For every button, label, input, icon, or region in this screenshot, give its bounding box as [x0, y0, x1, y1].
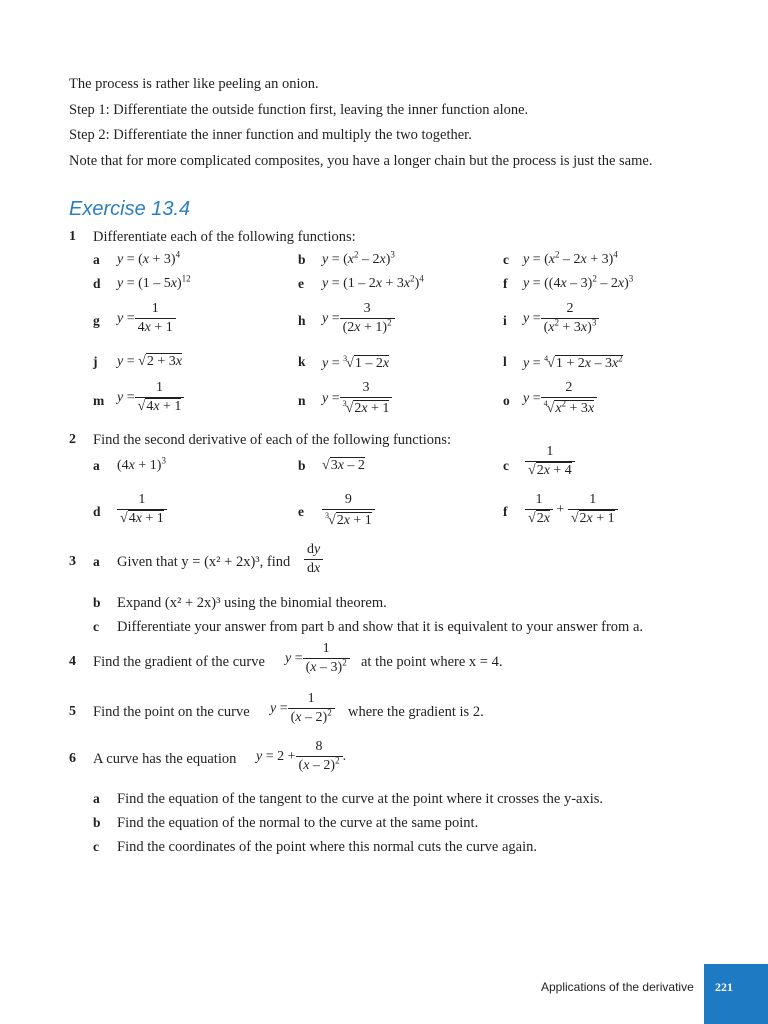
function-expression: y = √2 + 3x: [117, 354, 182, 369]
curve-equation: y = $\frac{1}{(x - 2)^2}$: [270, 692, 335, 725]
part-label: d: [93, 504, 101, 519]
question-text: Find the gradient of the curve: [93, 654, 265, 670]
part-label: h: [298, 313, 306, 328]
part-label: a: [93, 252, 100, 267]
part-label: b: [298, 252, 306, 267]
part-label: c: [503, 458, 509, 473]
part-label: a: [93, 554, 100, 569]
question-text: Given that y = (x² + 2x)³, find: [117, 554, 291, 570]
function-expression: $y = ^4√1 + 2x - 3x^2$: [523, 353, 623, 371]
question-text: A curve has the equation: [93, 751, 237, 767]
part-label: a: [93, 458, 100, 473]
question-number: 4: [69, 654, 76, 669]
function-expression: y = $\frac{1}{√4x + 1}$: [117, 381, 184, 414]
question-text: Find the second derivative of each of the following functions:: [93, 432, 451, 448]
function-expression: y = $\frac{2}{^4√x^2 + 3x}$: [523, 381, 597, 416]
function-expression: $y = (x^2 - 2x + 3)^4$: [523, 249, 618, 267]
question-text: Find the coordinates of the point where this normal cuts the curve again.: [117, 839, 537, 855]
function-expression: $\frac{1}{√4x + 1}$: [117, 493, 167, 526]
part-label: a: [93, 791, 100, 806]
part-label: c: [503, 252, 509, 267]
function-expression: $\frac{1}{√2x}$ + $\frac{1}{√2x + 1}$: [525, 493, 618, 526]
part-label: j: [93, 354, 98, 369]
question-number: 2: [69, 432, 76, 447]
function-expression: $\frac{9}{^3√2x + 1}$: [322, 493, 375, 528]
part-label: b: [93, 595, 101, 610]
intro-line-3: Step 2: Differentiate the inner function and multiply the two together.: [69, 127, 472, 143]
question-text: Expand (x² + 2x)³ using the binomial theorem.: [117, 595, 387, 611]
part-label: l: [503, 354, 507, 369]
function-expression: $y = (x^2 - 2x)^3$: [322, 249, 395, 267]
page-number-box: [704, 964, 768, 1024]
page-number: 221: [715, 980, 733, 994]
function-expression: $y = (1 - 2x + 3x^2)^4$: [322, 273, 424, 291]
function-expression: √3x – 2: [322, 458, 365, 473]
footer-section-title: Applications of the derivative: [541, 980, 694, 994]
curve-equation: y = $\frac{1}{(x - 3)^2}$: [285, 642, 350, 675]
question-number: 3: [69, 554, 76, 569]
function-expression: y = ((4x – 3)$^2$ – 2x)$^3$: [523, 273, 634, 291]
derivative-dy-dx: $\frac{dy}{dx}$: [304, 543, 323, 576]
function-expression: $y = (x + 3)^4$: [117, 249, 181, 267]
part-label: m: [93, 393, 105, 408]
question-text: where the gradient is 2.: [348, 704, 484, 720]
part-label: d: [93, 276, 101, 291]
part-label: c: [93, 839, 99, 854]
part-label: o: [503, 393, 510, 408]
intro-line-4: Note that for more complicated composites, you have a longer chain but the process is just the same.: [69, 153, 653, 169]
part-label: i: [503, 313, 507, 328]
part-label: c: [93, 619, 99, 634]
part-label: f: [503, 504, 508, 519]
question-text: Differentiate each of the following functions:: [93, 229, 356, 245]
question-text: Find the point on the curve: [93, 704, 250, 720]
part-label: b: [298, 458, 306, 473]
function-expression: y = (1 – 5x)$^{12}$: [117, 273, 191, 291]
part-label: e: [298, 504, 304, 519]
question-number: 1: [69, 229, 76, 244]
question-text: Differentiate your answer from part b and show that it is equivalent to your answer from a.: [117, 619, 644, 635]
question-text: Find the equation of the normal to the curve at the same point.: [117, 815, 479, 831]
function-expression: y = $\frac{3}{^3√2x + 1}$: [322, 381, 392, 416]
part-label: n: [298, 393, 306, 408]
question-number: 5: [69, 704, 76, 719]
question-number: 6: [69, 751, 76, 766]
exercise-title: Exercise 13.4: [69, 198, 191, 220]
function-expression: y = $\frac{3}{(2x + 1)^2}$: [322, 302, 395, 335]
part-label: k: [298, 354, 306, 369]
question-text: at the point where x = 4.: [361, 654, 503, 670]
part-label: e: [298, 276, 304, 291]
function-expression: $(4x + 1)^3$: [117, 455, 166, 473]
intro-line-1: The process is rather like peeling an onion.: [69, 76, 319, 92]
intro-line-2: Step 1: Differentiate the outside function first, leaving the inner function alone.: [69, 102, 529, 118]
question-text: Find the equation of the tangent to the curve at the point where it crosses the y-axis.: [117, 791, 604, 807]
part-label: f: [503, 276, 508, 291]
part-label: g: [93, 313, 100, 328]
curve-equation: y = 2 + $\frac{8}{(x - 2)^2}$ .: [256, 739, 347, 773]
function-expression: y = $^3$√1 – 2x: [322, 354, 390, 371]
part-label: b: [93, 815, 101, 830]
function-expression: y = $\frac{1}{4x + 1}$: [117, 302, 176, 335]
function-expression: y = $\frac{2}{(x^2 + 3x)^3}$: [523, 302, 599, 335]
function-expression: $\frac{1}{√2x + 4}$: [525, 445, 575, 478]
